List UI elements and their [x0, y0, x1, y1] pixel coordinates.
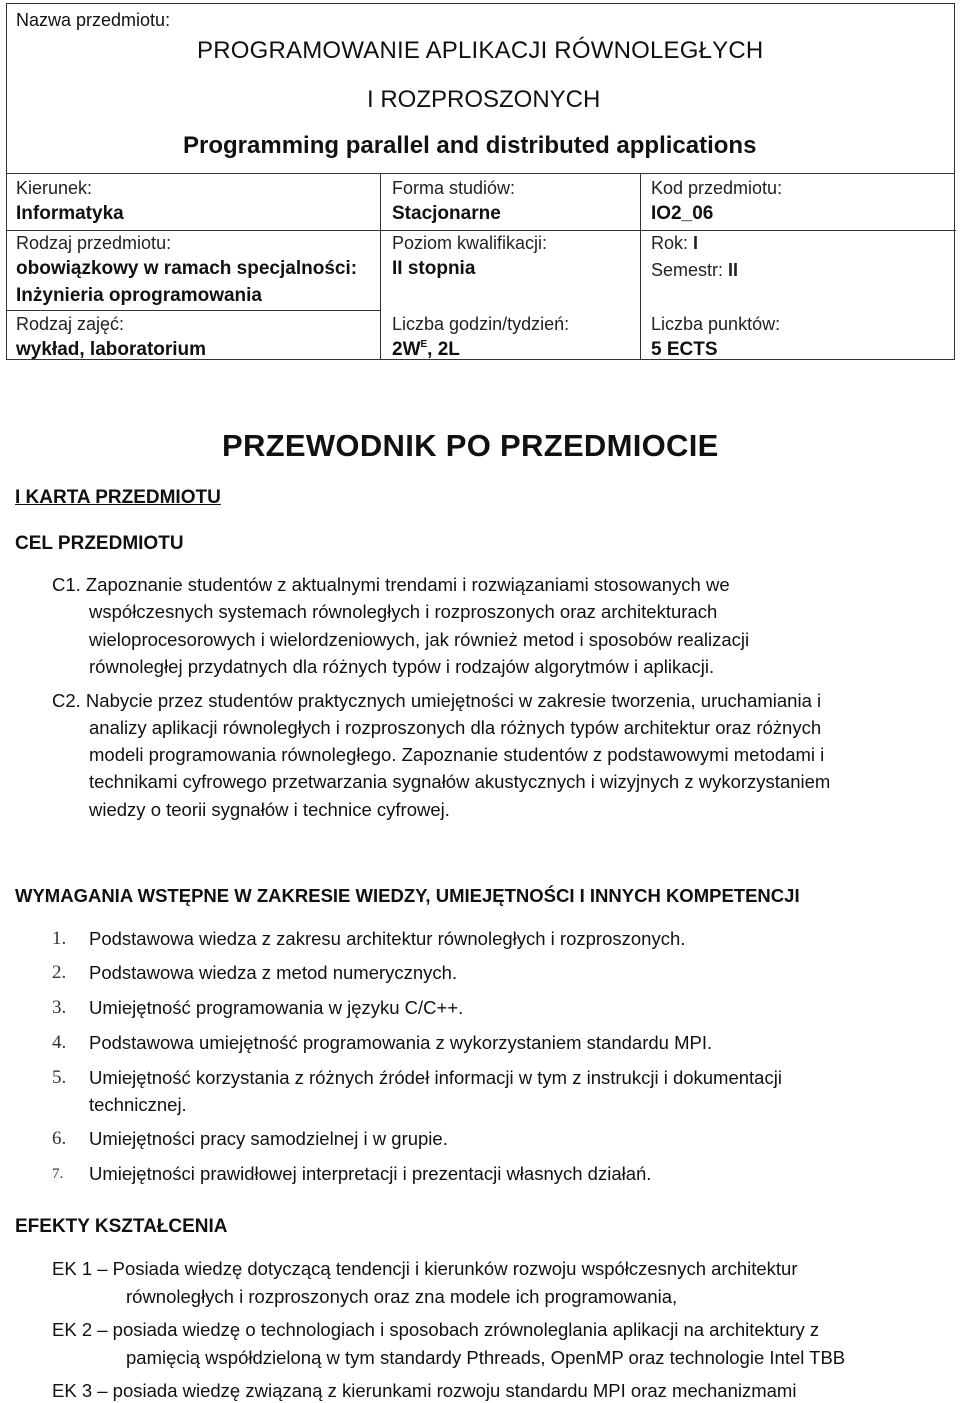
course-title-line-1: PROGRAMOWANIE APLIKACJI RÓWNOLEGŁYCH — [197, 37, 764, 64]
cel-c1-line: współczesnych systemach równoległych i rozproszonych oraz architekturach — [89, 601, 718, 622]
efekt-line: równoległych i rozproszonych oraz zna modele ich programowania, — [126, 1286, 678, 1307]
liczba-godzin-value: $2W^E$, 2L — [392, 338, 460, 360]
course-title-english: Programming parallel and distributed applications — [183, 132, 757, 159]
requirement-item: Podstawowa umiejętność programowania z wykorzystaniem standardu MPI. — [89, 1032, 713, 1053]
list-number: 3. — [52, 997, 67, 1018]
cel-c2-line: modeli programowania równoległego. Zapoznanie studentów z podstawowymi metodami i — [89, 744, 825, 765]
poziom-kwalifikacji-label: Poziom kwalifikacji: — [392, 233, 548, 253]
cel-c1-line: równoległej przydatnych dla różnych typów i rodzajów algorytmów i aplikacji. — [89, 656, 715, 677]
cel-c2-line: C2. Nabycie przez studentów praktycznych umiejętności w zakresie tworzenia, uruchamiania i — [52, 690, 822, 711]
requirement-item: Podstawowa wiedza z metod numerycznych. — [89, 962, 458, 983]
list-number: 6. — [52, 1128, 67, 1149]
requirement-item: Umiejętność korzystania z różnych źródeł informacji w tym z instrukcji i dokumentacji — [89, 1067, 782, 1088]
course-title-cell — [7, 4, 954, 174]
rodzaj-zajec-label: Rodzaj zajęć: — [16, 314, 125, 334]
list-number: 5. — [52, 1067, 67, 1088]
rodzaj-przedmiotu-label: Rodzaj przedmiotu: — [16, 233, 172, 253]
efekt-line: pamięcią współdzieloną w tym standardy Pthreads, OpenMP oraz technologie Intel TBB — [126, 1347, 846, 1368]
semestr-field: Semestr: II — [651, 260, 739, 280]
row-divider — [380, 230, 640, 231]
cel-c2-line: technikami cyfrowego przetwarzania sygnałów akustycznych i wizyjnych z wykorzystaniem — [89, 771, 831, 792]
forma-studiow-value: Stacjonarne — [392, 203, 501, 224]
guide-heading: PRZEWODNIK PO PRZEDMIOCIE — [222, 428, 719, 463]
list-number: 4. — [52, 1032, 67, 1053]
row-divider — [640, 230, 956, 231]
cel-c1-line: C1. Zapoznanie studentów z aktualnymi trendami i rozwiązaniami stosowanych we — [52, 574, 730, 595]
column-divider — [380, 174, 381, 359]
kierunek-value: Informatyka — [16, 203, 124, 224]
list-number: 7. — [52, 1166, 64, 1182]
karta-przedmiotu-heading: I KARTA PRZEDMIOTU — [15, 487, 221, 508]
liczba-punktow-label: Liczba punktów: — [651, 314, 781, 334]
cel-c1-line: wieloprocesorowych i wielordzeniowych, jak również metod i sposobów realizacji — [89, 629, 750, 650]
cel-przedmiotu-heading: CEL PRZEDMIOTU — [15, 533, 184, 554]
specjalnosc-value: Inżynieria oprogramowania — [16, 285, 262, 306]
kod-przedmiotu-value: IO2_06 — [651, 203, 714, 224]
row-divider — [7, 230, 380, 231]
kierunek-label: Kierunek: — [16, 178, 93, 198]
rodzaj-zajec-value: wykład, laboratorium — [16, 339, 207, 360]
kod-przedmiotu-label: Kod przedmiotu: — [651, 178, 783, 198]
liczba-godzin-label: Liczba godzin/tydzień: — [392, 314, 570, 334]
cel-c2-line: analizy aplikacji równoległych i rozproszonych dla różnych typów architektur oraz różnych — [89, 717, 822, 738]
course-header-table — [6, 3, 955, 360]
rok-field: Rok: I — [651, 233, 699, 253]
requirement-item-continuation: technicznej. — [89, 1094, 187, 1115]
liczba-punktow-value: 5 ECTS — [651, 339, 718, 360]
column-divider — [640, 174, 641, 359]
cel-c2-line: wiedzy o teorii sygnałów i technice cyfrowej. — [89, 799, 450, 820]
efekt-line: EK 1 – Posiada wiedzę dotyczącą tendencji i kierunków rozwoju współczesnych architektur — [52, 1258, 798, 1279]
course-title-line-2: I ROZPROSZONYCH — [367, 86, 601, 113]
requirement-item: Podstawowa wiedza z zakresu architektur równoległych i rozproszonych. — [89, 928, 686, 949]
poziom-kwalifikacji-value: II stopnia — [392, 258, 476, 279]
list-number: 1. — [52, 928, 67, 949]
row-divider — [7, 310, 380, 311]
requirement-item: Umiejętności prawidłowej interpretacji i prezentacji własnych działań. — [89, 1163, 652, 1184]
efekty-heading: EFEKTY KSZTAŁCENIA — [15, 1216, 228, 1237]
forma-studiow-label: Forma studiów: — [392, 178, 516, 198]
rodzaj-przedmiotu-value: obowiązkowy w ramach specjalności: — [16, 258, 358, 279]
list-number: 2. — [52, 962, 67, 983]
efekt-line: EK 3 – posiada wiedzę związaną z kierunkami rozwoju standardu MPI oraz mechanizmami — [52, 1380, 797, 1401]
wymagania-heading: WYMAGANIA WSTĘPNE W ZAKRESIE WIEDZY, UMIEJĘTNOŚCI I INNYCH KOMPETENCJI — [15, 885, 800, 906]
requirement-item: Umiejętności pracy samodzielnej i w grupie. — [89, 1128, 448, 1149]
efekt-line: EK 2 – posiada wiedzę o technologiach i sposobach zrównoleglania aplikacji na architektury z — [52, 1319, 820, 1340]
subject-name-label: Nazwa przedmiotu: — [16, 10, 171, 30]
requirement-item: Umiejętność programowania w języku C/C++. — [89, 997, 464, 1018]
